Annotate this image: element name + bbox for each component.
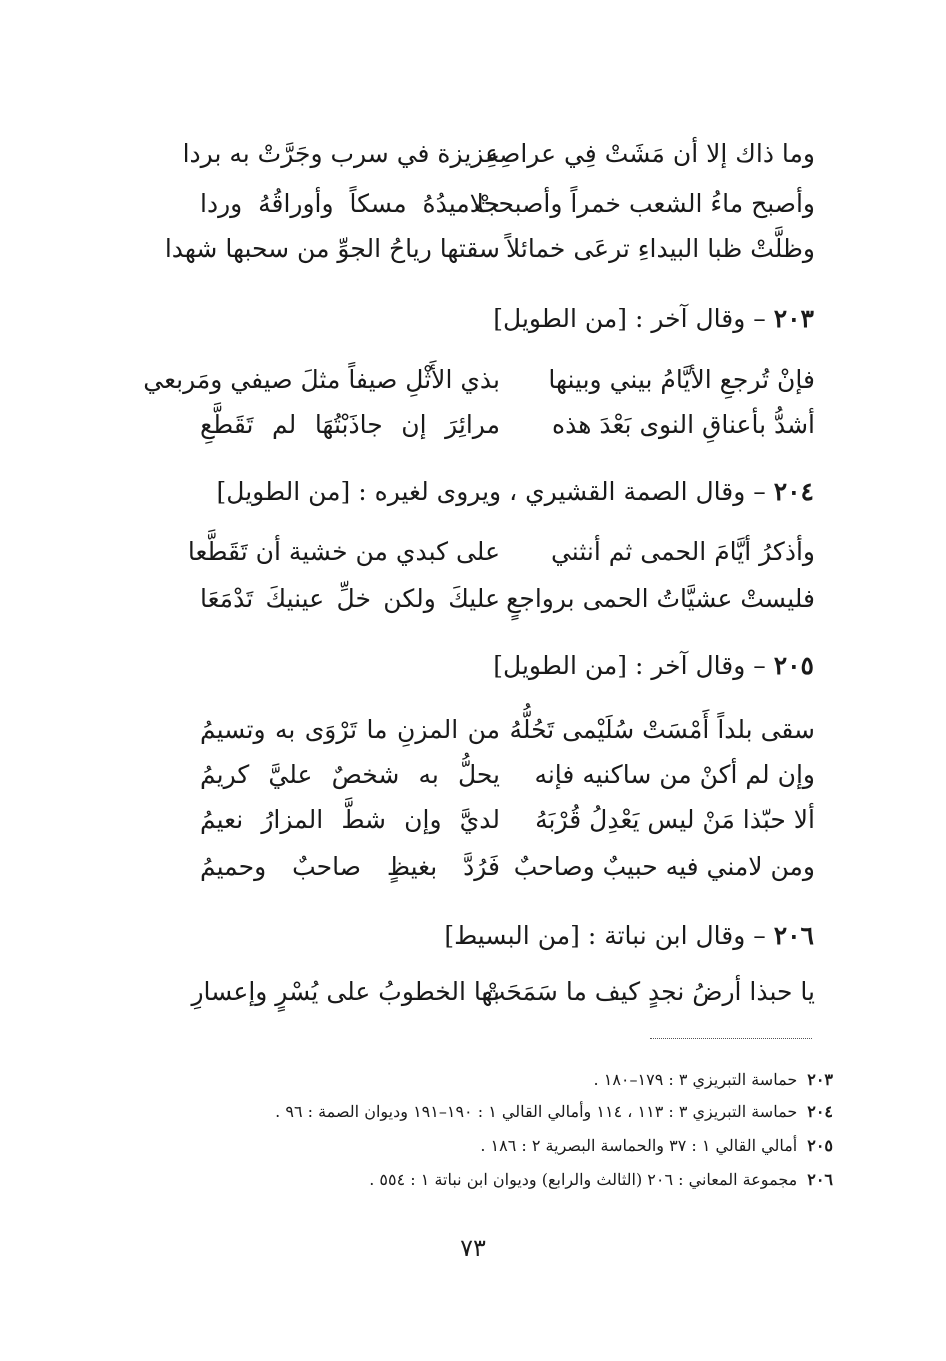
verse-first-hemistich: وإن لم أكنْ من ساكنيه فإنه xyxy=(534,760,815,789)
section-heading-205 xyxy=(493,644,814,688)
section-number: ٢٠٥ xyxy=(773,651,814,680)
section-heading-text: – وقال ابن نباتة : [من البسيط] xyxy=(444,921,766,950)
footnote xyxy=(594,1066,833,1094)
verse-second-hemistich: لديَّ وإن شطَّ المزارُ نعيمُ xyxy=(200,805,500,834)
verse-second-hemistich: عزيزة في سرب وجَرَّتْ به بردا xyxy=(182,139,500,168)
footnote-text: حماسة التبريزي ٣ : ١١٣ ، ١١٤ وأمالي القالي ١ : ١٩٠–١٩١ وديوان الصمة : ٩٦ . xyxy=(275,1102,798,1121)
footnote-text: مجموعة المعاني : ٢٠٦ (الثالث والرابع) وديوان ابن نباتة ١ : ٥٥٤ . xyxy=(369,1170,798,1189)
verse-line xyxy=(185,970,815,1014)
section-heading-text: – وقال آخر : [من الطويل] xyxy=(493,304,766,333)
verse-second-hemistich: عليكَ ولكن خلِّ عينيكَ تَدْمَعَا xyxy=(200,584,500,613)
verse-second-hemistich: فَرُدَّ بغيظٍ صاحبٌ وحميمُ xyxy=(200,852,500,881)
section-heading-text: – وقال آخر : [من الطويل] xyxy=(493,651,766,680)
verse-first-hemistich: وما ذاك إلا أن مَشَتْ فِي عراصِهِ xyxy=(485,139,815,168)
verse-first-hemistich: يا حبذا أرضُ نجدٍ كيف ما سَمَحَتْ xyxy=(481,977,815,1006)
verse-second-hemistich: مرائِرَ إن جاذَبْتُهَا لم تَقَطَّعِ xyxy=(200,410,500,439)
page-number: ٧٣ xyxy=(460,1234,486,1262)
section-heading-203 xyxy=(493,297,814,341)
footnote-separator xyxy=(650,1038,812,1039)
section-heading-204 xyxy=(217,470,814,514)
verse-line xyxy=(182,132,815,176)
section-heading-206 xyxy=(444,914,814,958)
verse-first-hemistich: وأصبح ماءُ الشعب خمراً وأصبحتْ xyxy=(473,189,815,218)
verse-first-hemistich: سقى بلداً أَمْسَتْ سُلَيْمى تَحُلُّهُ xyxy=(509,715,815,744)
verse-line xyxy=(185,708,815,752)
verse-first-hemistich: وأذكرُ أيَّامَ الحمى ثم أنثني xyxy=(550,537,815,566)
verse-line xyxy=(185,530,815,574)
verse-first-hemistich: وظلَّتْ ظبا البيداءِ ترعَى خمائلاً xyxy=(505,234,815,263)
verse-first-hemistich: فإنْ تُرجعِ الأيَّامُ بيني وبينها xyxy=(548,365,815,394)
verse-line xyxy=(185,182,815,226)
footnote-number: ٢٠٦ xyxy=(807,1170,833,1189)
footnote xyxy=(480,1132,833,1160)
footnote xyxy=(369,1166,833,1194)
verse-line xyxy=(164,227,815,271)
verse-second-hemistich: على كبدي من خشية أن تَقَطَّعا xyxy=(187,537,500,566)
verse-line xyxy=(185,845,815,889)
verse-line xyxy=(185,403,815,447)
verse-second-hemistich: بذي الأَثْلِ صيفاً مثلَ صيفي ومَربعي xyxy=(143,365,500,394)
section-heading-text: – وقال الصمة القشيري ، ويروى لغيره : [من الطويل] xyxy=(216,477,766,506)
verse-second-hemistich: من المزنِ ما تَرْوَى به وتسيمُ xyxy=(200,715,500,744)
verse-line xyxy=(143,358,815,402)
verse-second-hemistich: يحلُّ به شخصٌ عليَّ كريمُ xyxy=(200,760,500,789)
verse-second-hemistich: سقتها رياحُ الجوِّ من سحبها شهدا xyxy=(164,234,500,263)
footnote-number: ٢٠٥ xyxy=(807,1136,833,1155)
footnote-text: أمالي القالي ١ : ٣٧ والحماسة البصرية ٢ : ١٨٦ . xyxy=(480,1136,798,1155)
verse-line xyxy=(185,798,815,842)
verse-line xyxy=(185,577,815,621)
verse-first-hemistich: فليستْ عشيَّاتُ الحمى برواجعٍ xyxy=(506,584,815,613)
verse-first-hemistich: أشدُّ بأعناقِ النوى بَعْدَ هذه xyxy=(552,410,815,439)
section-number: ٢٠٤ xyxy=(773,477,814,506)
verse-first-hemistich: ألا حبّذا مَنْ ليس يَعْدِلُ قُرْبَهُ xyxy=(535,805,815,834)
verse-second-hemistich: بها الخطوبُ على يُسْرٍ وإعسارِ xyxy=(191,977,500,1006)
verse-second-hemistich: جلاميدُهُ مسكاً وأوراقُهُ وردا xyxy=(200,189,500,218)
section-number: ٢٠٦ xyxy=(773,921,814,950)
verse-line xyxy=(185,753,815,797)
footnote-text: حماسة التبريزي ٣ : ١٧٩–١٨٠ . xyxy=(593,1070,798,1089)
footnote-number: ٢٠٤ xyxy=(807,1102,833,1121)
verse-first-hemistich: ومن لامني فيه حبيبٌ وصاحبٌ xyxy=(513,852,815,881)
footnote xyxy=(275,1098,833,1126)
section-number: ٢٠٣ xyxy=(773,304,814,333)
footnote-number: ٢٠٣ xyxy=(807,1070,833,1089)
